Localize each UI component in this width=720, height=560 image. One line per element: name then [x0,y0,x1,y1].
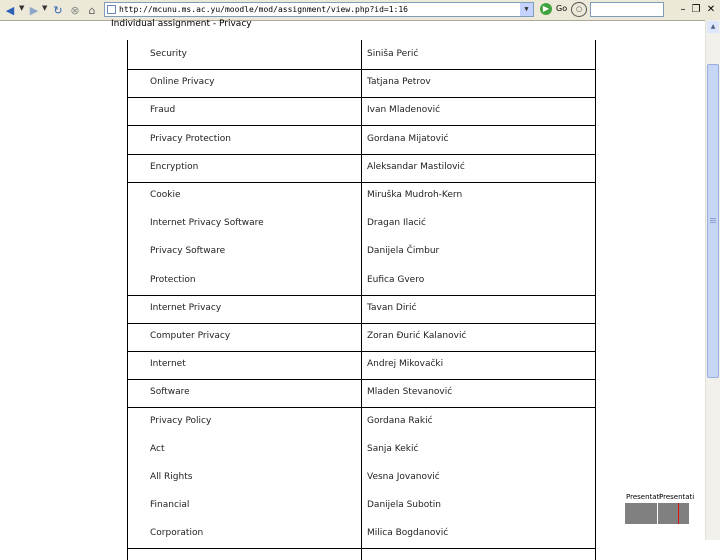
student-cell: Danijela Subotin [367,500,441,511]
thumbnail-label-left: Presentati [626,493,662,501]
stop-icon[interactable]: ⊗ [70,3,80,17]
vertical-scrollbar[interactable] [705,20,720,540]
student-cell: Zoran Đurić Kalanović [367,331,467,341]
browser-toolbar [0,0,720,21]
column-divider [361,40,362,560]
row-separator [128,97,595,98]
topic-cell: Privacy Policy [150,415,212,426]
search-input[interactable] [590,2,664,17]
topic-cell: Privacy Protection [150,133,231,144]
topic-cell: Internet Privacy Software [150,218,264,229]
student-cell: Aleksandar Mastilović [367,161,465,172]
address-text: http://mcunu.ms.ac.yu/moodle/mod/assignment/view.php?id=1:16 [119,5,408,14]
student-cell: Eufica Gvero [367,274,425,285]
topic-cell: Act [150,443,165,454]
topic-cell: Internet Privacy [150,302,222,313]
thumbnail-right[interactable] [658,503,689,524]
topic-cell: All Rights [150,472,193,482]
back-arrow-icon[interactable]: ◀ [5,3,15,17]
row-separator [128,182,595,183]
thumbnail-label-right: Presentati [659,493,695,501]
row-separator [128,379,595,380]
student-cell: Andrej Mikovački [367,359,444,370]
address-dropdown-icon[interactable]: ▼ [520,3,533,16]
topic-cell: Financial [150,500,190,511]
student-cell: Vesna Jovanović [367,472,440,482]
minimize-icon[interactable]: – [680,4,686,15]
topic-cell: Cookie [150,190,181,200]
row-separator [128,69,595,70]
student-cell: Danijela Čimbur [367,246,440,257]
topic-cell: Security [150,49,187,59]
row-separator [128,125,595,126]
page-icon [107,5,116,14]
scroll-thumb[interactable] [707,64,719,378]
thumbnail-marker [678,503,679,524]
topic-cell: Privacy Software [150,246,226,257]
topic-cell: Software [150,387,190,398]
row-separator [128,548,595,549]
topic-cell: Corporation [150,528,204,539]
student-cell: Tatjana Petrov [367,77,431,88]
student-cell: Milica Bogdanović [367,528,449,539]
row-separator [128,323,595,324]
topic-cell: Internet [150,359,186,370]
grip-line [710,220,716,221]
forward-dropdown-icon[interactable]: ▼ [42,4,48,12]
student-cell: Ivan Mladenović [367,105,441,116]
student-cell: Sanja Kekić [367,443,419,454]
assignment-table [127,40,596,560]
student-cell: Siniša Perić [367,49,419,59]
topic-cell: Protection [150,274,196,285]
topic-cell: Fraud [150,105,176,116]
go-arrow-icon[interactable]: ▶ [540,3,552,15]
address-bar[interactable] [104,2,534,17]
student-cell: Miruška Mudroh-Kern [367,190,463,200]
topic-cell: Encryption [150,161,199,172]
close-icon[interactable]: ✕ [706,4,716,15]
student-cell: Dragan Ilacić [367,218,427,229]
grip-line [710,222,716,223]
forward-arrow-icon[interactable]: ▶ [29,3,39,17]
row-separator [128,351,595,352]
topic-cell: Computer Privacy [150,331,231,341]
scroll-up-icon[interactable]: ▲ [707,21,719,33]
refresh-icon[interactable]: ↻ [53,3,63,17]
go-button[interactable]: Go [556,4,568,13]
row-separator [128,407,595,408]
student-cell: Gordana Rakić [367,415,433,426]
student-cell: Tavan Dirić [367,302,417,313]
page-title: Individual assignment - Privacy [111,19,252,29]
row-separator [128,295,595,296]
thumbnail-left[interactable] [625,503,657,524]
student-cell: Mladen Stevanović [367,387,453,398]
search-engine-icon[interactable]: ○ [571,2,587,17]
student-cell: Gordana Mijatović [367,133,449,144]
grip-line [710,218,716,219]
home-icon[interactable]: ⌂ [88,3,96,17]
topic-cell: Online Privacy [150,77,215,88]
row-separator [128,154,595,155]
slide-thumbnails [625,493,695,524]
back-dropdown-icon[interactable]: ▼ [19,4,25,12]
restore-icon[interactable]: ❐ [691,4,701,15]
